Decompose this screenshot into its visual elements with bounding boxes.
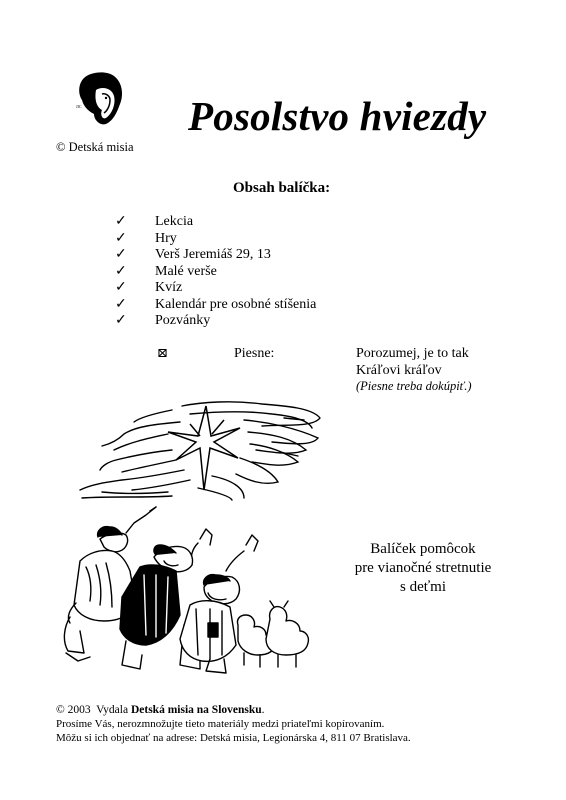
list-item-label: Pozvánky [155,313,211,328]
footer-copy-notice: Prosíme Vás, nerozmnožujte tieto materiály medzi priateľmi kopírovaním. [56,718,385,730]
checkmark-icon: ✓ [115,297,127,312]
songs-note: (Piesne treba dokúpiť.) [356,379,472,393]
checkmark-icon: ✓ [115,214,127,229]
footer-publisher-prefix: © 2003 Vydala [56,704,131,716]
song-title-1: Porozumej, je to tak [356,346,469,361]
tagline-line-3: s deťmi [400,579,446,595]
song-title-2: Kráľovi kráľov [356,363,442,378]
list-item-label: Kvíz [155,280,183,295]
list-item-label: Lekcia [155,214,194,229]
copyright-text: © Detská misia [56,140,134,154]
tagline [353,540,493,597]
footer-order-address: Môžu si ich objednať na adrese: Detská misia, Legionárska 4, 811 07 Bratislava. [56,732,411,744]
page-title: Posolstvo hviezdy [188,93,487,139]
list-item-label: Hry [155,231,177,246]
footer-publisher-line [56,703,411,717]
checkmark-icon: ✓ [115,280,127,295]
star-illustration [72,398,324,502]
list-item [115,279,182,296]
list-item [115,263,217,280]
checkmark-icon: ✓ [115,247,127,262]
list-item [115,312,210,329]
list-item-label: Kalendár pre osobné stíšenia [155,297,317,312]
checkmark-icon: ✓ [115,264,127,279]
wise-men-illustration [60,505,322,677]
svg-text:JIC: JIC [76,104,82,109]
list-item-label: Malé verše [155,264,217,279]
checkmark-icon: ✓ [115,231,127,246]
tagline-line-1: Balíček pomôcok [370,541,476,557]
songs-label: Piesne: [234,346,275,361]
tagline-line-2: pre vianočné stretnutie [354,560,492,576]
detska-misia-logo [72,70,124,126]
footer-publisher-suffix: . [261,704,265,716]
contents-heading: Obsah balíčka: [233,180,331,196]
checkmark-icon: ✓ [115,313,127,328]
list-item [115,230,177,247]
list-item-label: Verš Jeremiáš 29, 13 [155,247,271,262]
footer [56,703,411,745]
checkbox-crossed-icon: ⊠ [157,345,168,360]
list-item [115,246,271,263]
list-item [115,213,193,230]
footer-publisher-name: Detská misia na Slovensku [130,704,262,716]
list-item [115,296,316,313]
